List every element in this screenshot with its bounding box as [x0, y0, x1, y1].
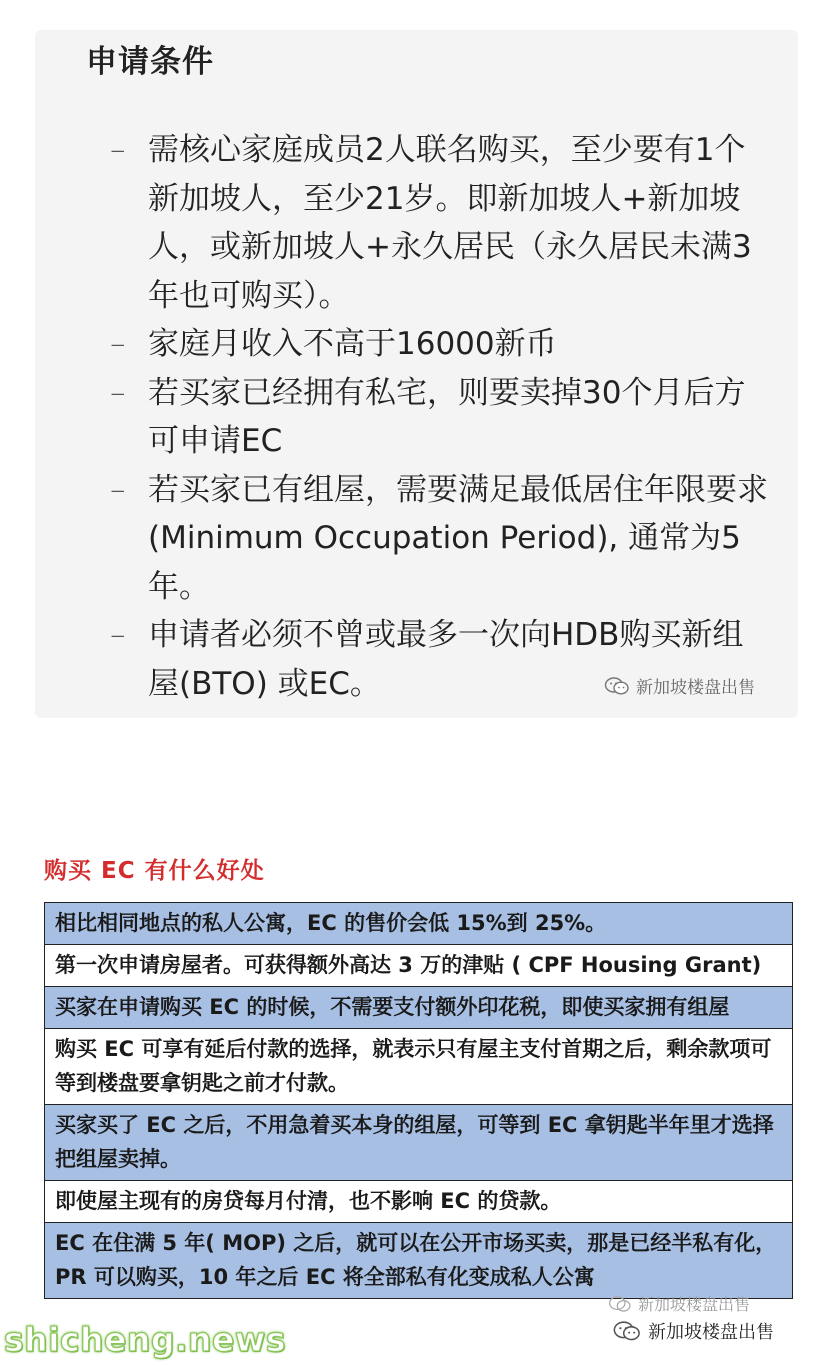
- list-item: [110, 369, 770, 466]
- benefits-title: 购买 EC 有什么好处: [44, 858, 265, 884]
- requirements-title: 申请条件: [86, 44, 214, 80]
- dash-bullet: –: [110, 326, 126, 362]
- list-item: [110, 320, 770, 369]
- site-watermark: shicheng.news: [4, 1320, 287, 1359]
- wechat-icon: [612, 1320, 642, 1342]
- dash-bullet: –: [110, 132, 126, 168]
- account-watermark-faint: [608, 1292, 750, 1315]
- list-item: [110, 466, 770, 612]
- account-name: 新加坡楼盘出售: [638, 1295, 751, 1314]
- list-item-text: 若买家已经拥有私宅，则要卖掉30个月后方可申请EC: [148, 374, 746, 459]
- account-name: 新加坡楼盘出售: [648, 1322, 774, 1343]
- benefits-table: [44, 902, 793, 1299]
- table-row: 买家买了 EC 之后，不用急着买本身的组屋，可等到 EC 拿钥匙半年里才选择把组屋卖掉。: [45, 1105, 792, 1181]
- table-row: 相比相同地点的私人公寓，EC 的售价会低 15%到 25%。: [45, 903, 792, 945]
- requirements-list: [110, 126, 770, 708]
- list-item-text: 若买家已有组屋，需要满足最低居住年限要求(Minimum Occupation Period), 通常为5年。: [148, 471, 768, 605]
- table-row: 第一次申请房屋者。可获得额外高达 3 万的津贴 ( CPF Housing Grant): [45, 945, 792, 987]
- account-name: 新加坡楼盘出售: [636, 678, 755, 698]
- table-row: 即使屋主现有的房贷每月付清，也不影响 EC 的贷款。: [45, 1181, 792, 1223]
- dash-bullet: –: [110, 374, 126, 411]
- table-row: 购买 EC 可享有延后付款的选择，就表示只有屋主支付首期之后，剩余款项可等到楼盘要拿钥匙之前才付款。: [45, 1029, 792, 1105]
- list-item: [110, 126, 770, 320]
- dash-bullet: –: [110, 617, 126, 653]
- wechat-icon: [604, 676, 630, 696]
- account-watermark: [604, 673, 755, 698]
- table-row: 买家在申请购买 EC 的时候，不需要支付额外印花税，即使买家拥有组屋: [45, 987, 792, 1029]
- table-row: EC 在住满 5 年( MOP) 之后，就可以在公开市场买卖，那是已经半私有化，PR 可以购买，10 年之后 EC 将全部私有化变成私人公寓: [45, 1223, 792, 1298]
- list-item-text: 需核心家庭成员2人联名购买，至少要有1个新加坡人，至少21岁。即新加坡人+新加坡人，或新加坡人+永久居民（永久居民未满3年也可购买）。: [148, 132, 752, 314]
- list-item-text: 申请者必须不曾或最多一次向HDB购买新组屋(BTO) 或EC。: [148, 617, 744, 702]
- list-item-text: 家庭月收入不高于16000新币: [148, 326, 557, 362]
- account-watermark-bottom: [612, 1318, 774, 1344]
- wechat-icon: [608, 1295, 632, 1313]
- dash-bullet: –: [110, 471, 126, 508]
